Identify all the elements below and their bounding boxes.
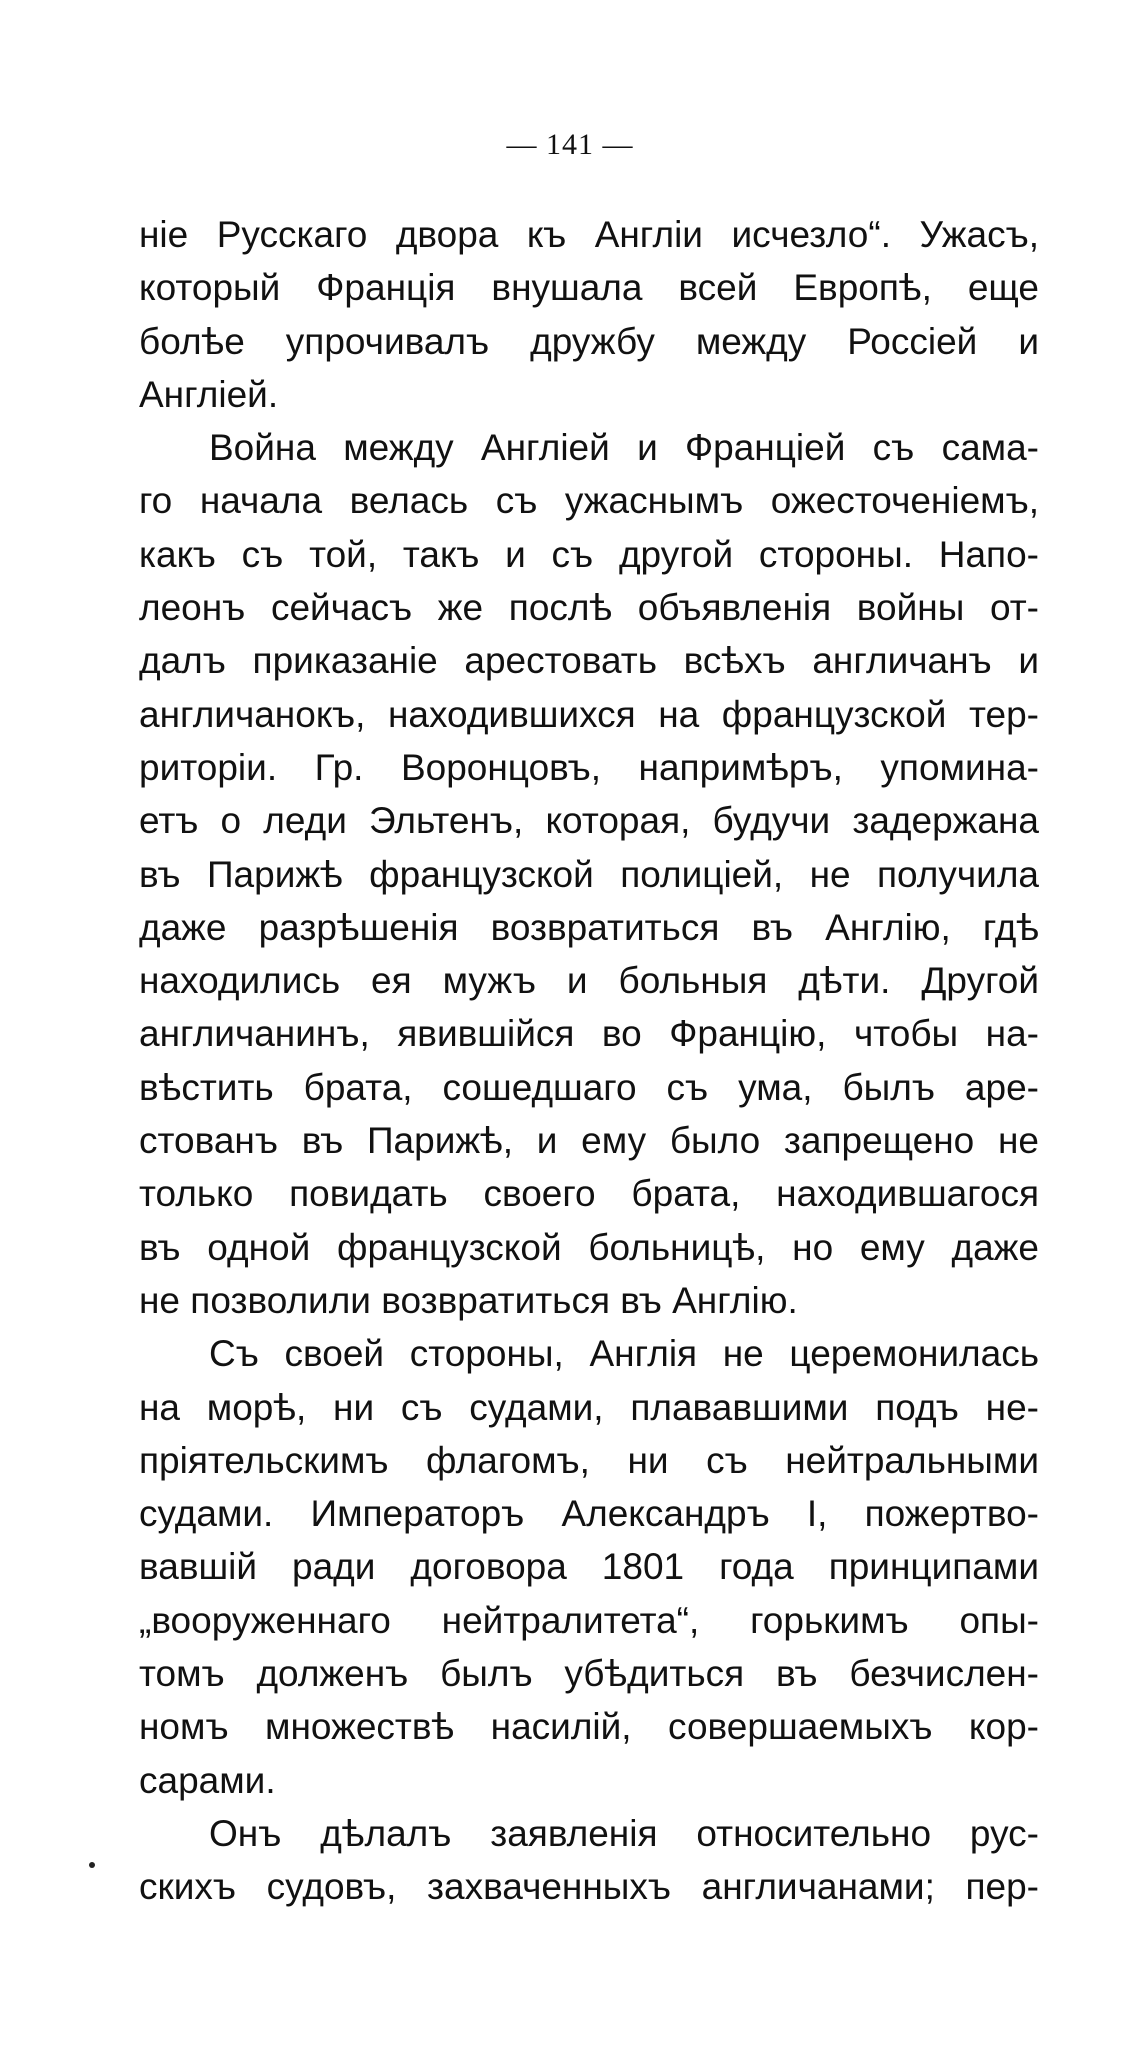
text-line: далъ приказаніе арестовать всѣхъ англичанъ и: [139, 640, 1039, 682]
text-line: сарами.: [139, 1759, 276, 1801]
text-line: судами. Императоръ Александръ I, пожертво-: [139, 1493, 1039, 1535]
text-line: „вооруженнаго нейтралитета“, горькимъ опы-: [139, 1599, 1039, 1641]
text-line: номъ множествѣ насилій, совершаемыхъ кор-: [139, 1706, 1039, 1748]
text-line: стованъ въ Парижѣ, и ему было запрещено не: [139, 1120, 1039, 1162]
text-line: Война между Англіей и Франціей съ сама-: [209, 427, 1039, 469]
text-line: болѣе упрочивалъ дружбу между Россіей и: [139, 320, 1039, 362]
text-line: го начала велась съ ужаснымъ ожесточеніемъ,: [139, 480, 1039, 522]
text-line: Онъ дѣлалъ заявленія относительно рус-: [209, 1812, 1039, 1854]
text-line: только повидать своего брата, находившагося: [139, 1173, 1039, 1215]
text-line: риторіи. Гр. Воронцовъ, напримѣръ, упомина-: [139, 746, 1039, 788]
text-line: скихъ судовъ, захваченныхъ англичанами; пер-: [139, 1866, 1039, 1908]
text-line: леонъ сейчасъ же послѣ объявленія войны от-: [139, 587, 1039, 629]
ink-speck: [89, 1862, 95, 1868]
text-line: находились ея мужъ и больныя дѣти. Другой: [139, 960, 1039, 1002]
text-line: томъ долженъ былъ убѣдиться въ безчислен-: [139, 1653, 1039, 1695]
text-line: вѣстить брата, сошедшаго съ ума, былъ аре-: [139, 1066, 1039, 1108]
text-line: въ одной французской больницѣ, но ему даже: [139, 1226, 1039, 1268]
text-line: въ Парижѣ французской полиціей, не получила: [139, 853, 1039, 895]
text-line: пріятельскимъ флагомъ, ни съ нейтральными: [139, 1439, 1039, 1481]
text-line: англичанокъ, находившихся на французской тер-: [139, 693, 1039, 735]
text-line: англичанинъ, явившійся во Францію, чтобы на-: [139, 1013, 1039, 1055]
text-line: Съ своей стороны, Англія не церемонилась: [209, 1333, 1039, 1375]
text-line: даже разрѣшенія возвратиться въ Англію, гдѣ: [139, 906, 1039, 948]
text-line: на морѣ, ни съ судами, плававшими подъ не-: [139, 1386, 1039, 1428]
text-line: Англіей.: [139, 373, 279, 415]
text-line: не позволили возвратиться въ Англію.: [139, 1279, 798, 1321]
text-line: вавшій ради договора 1801 года принципами: [139, 1546, 1039, 1588]
text-line: который Францiя внушала всей Европѣ, еще: [139, 267, 1039, 309]
page-number: — 141 —: [506, 128, 634, 161]
page-text: [139, 208, 1039, 1914]
text-line: какъ съ той, такъ и съ другой стороны. Напо-: [139, 533, 1039, 575]
text-line: етъ о леди Эльтенъ, которая, будучи задержана: [139, 800, 1039, 842]
text-line: ніе Русскаго двора къ Англіи исчезло“. Ужасъ,: [139, 214, 1039, 255]
